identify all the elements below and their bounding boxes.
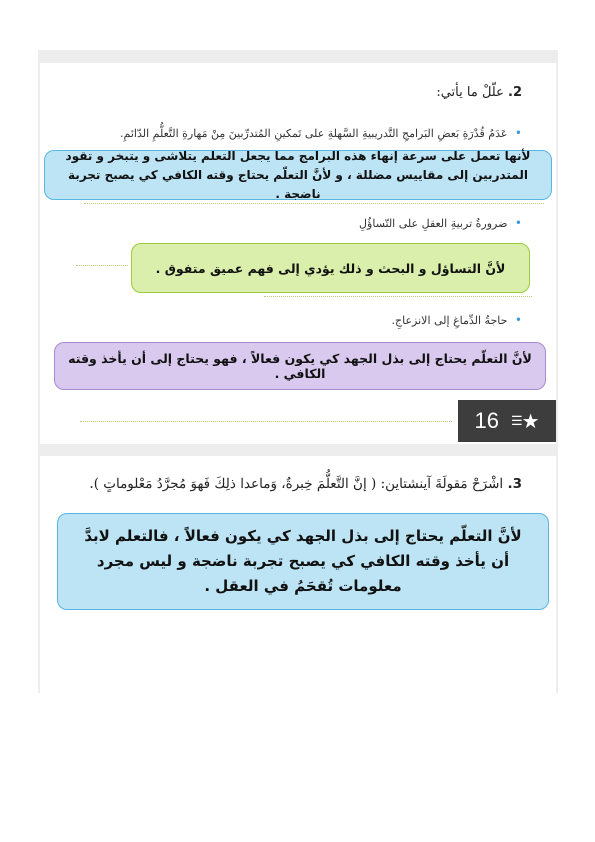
star-icon: ★ [521,410,540,433]
bullet-icon: • [514,126,522,140]
prompt-2 [359,216,522,230]
lines-icon: ☰ [510,413,521,428]
dotted-line [76,265,128,266]
page-number-badge [458,400,556,442]
prompt-1-text: عَدَمُ قُدْرَةِ بَعضِ البَرامجِ التَّدريبيةِ السَّهلةِ على تَمكينِ المُتدرِّبينَ مِنْ مَهارةِ التَّعلُّمِ الدّائمِ. [120,127,508,140]
page-number: 16 [474,408,499,433]
dotted-line [264,296,532,297]
section-heading [436,85,522,100]
prompt-3-text: حاجةُ الدِّماغِ إلى الانزعاجِ. [391,314,508,327]
prompt-3 [392,313,522,327]
bullet-icon: • [514,313,522,327]
section-heading [89,476,522,492]
exercise-card-2 [40,63,556,444]
answer-3: لأنَّ التعلّم يحتاج إلى بذل الجهد كي يكون فعالاً ، فهو يحتاج إلى أن يأخذ وقته الكافي . [54,342,546,390]
exercise-card-3 [40,456,556,693]
bullet-icon: • [514,216,522,230]
prompt-1 [120,126,522,140]
section-heading-text: اشْرَحْ مَقولَةَ آينشتاين: ( إنَّ التَّعلُّمَ خِبرةٌ، وَماعدا ذلِكَ فَهوَ مُجرَّدُ مَعْلوماتٍ ). [89,476,504,492]
answer-1: لأنها تعمل على سرعة إنهاء هذه البرامج مما يجعل التعلم يتلاشى و يتبخر و تقود المتدربين إلى مقاييس مضللة ، و لأنَّ التعلّم يحتاج وقته الكافي كي يصبح تجربة ناضجة . [44,150,552,200]
section-number: 2. [508,85,522,100]
prompt-2-text: ضرورةُ تربيةِ العقلِ على التّساؤُلِ [359,217,508,230]
section-heading-text: علّلْ ما يأتي: [436,85,504,100]
dotted-line [80,421,452,422]
section-number: 3. [507,476,522,492]
dotted-line [84,203,544,204]
answer-2: لأنَّ التساؤل و البحث و ذلك يؤدي إلى فهم عميق متفوق . [131,243,530,293]
answer-einstein: لأنَّ التعلّم يحتاج إلى بذل الجهد كي يكون فعالاً ، فالتعلم لابدَّ أن يأخذ وقته الكافي كي يصبح تجربة ناضجة و ليس مجرد معلومات تُقحَمُ في العقل . [57,513,549,610]
